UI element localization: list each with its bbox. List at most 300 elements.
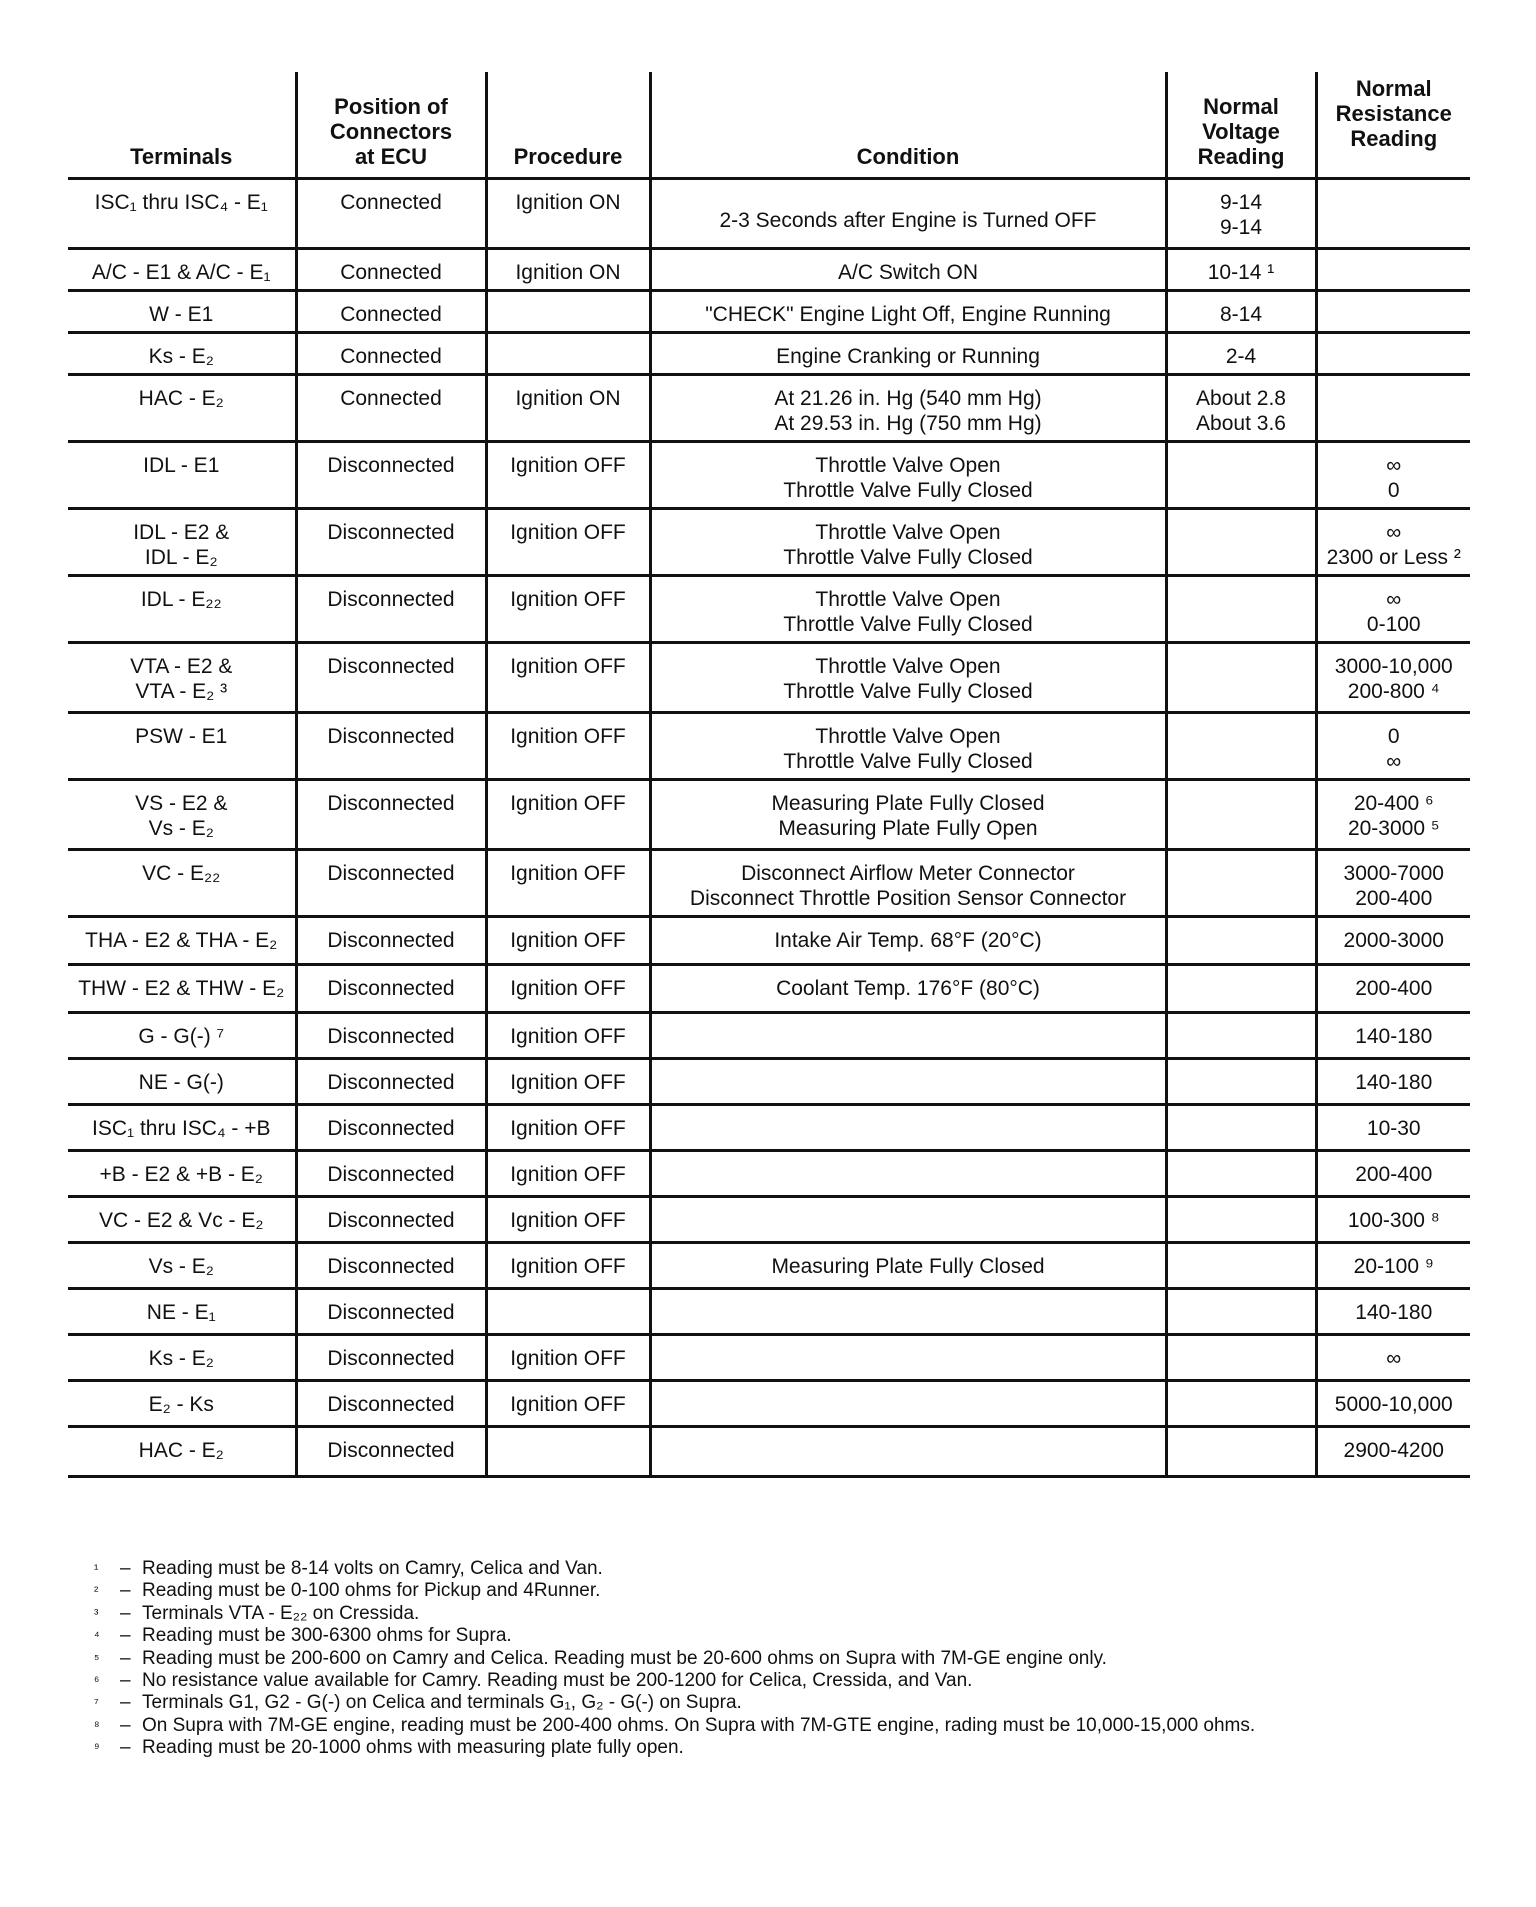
resistance-line: ∞ [1386, 454, 1402, 477]
cell-resistance [1316, 643, 1470, 713]
cell-terminals [68, 643, 296, 713]
condition-line: 2-3 Seconds after Engine is Turned OFF [719, 209, 1097, 232]
condition-line: Measuring Plate Fully Closed [771, 792, 1045, 815]
resistance-line: 140-180 [1355, 1071, 1433, 1094]
footnote-text: Reading must be 8-14 volts on Camry, Celica and Van. [142, 1558, 603, 1579]
condition-line: Coolant Temp. 176°F (80°C) [776, 977, 1040, 1000]
table-row [68, 442, 1470, 509]
cell-terminals [68, 965, 296, 1013]
procedure-value: Ignition ON [515, 387, 621, 410]
procedure-value: Ignition ON [515, 261, 621, 284]
cell-procedure [486, 1427, 650, 1477]
position-value: Disconnected [327, 1255, 455, 1278]
cell-voltage [1166, 333, 1316, 375]
cell-resistance [1316, 1289, 1470, 1335]
cell-position [296, 1289, 486, 1335]
procedure-value: Ignition OFF [510, 862, 626, 885]
cell-terminals [68, 1197, 296, 1243]
condition-line: Throttle Valve Fully Closed [783, 680, 1033, 703]
cell-procedure [486, 965, 650, 1013]
cell-procedure [486, 1289, 650, 1335]
cell-terminals [68, 850, 296, 917]
cell-voltage [1166, 576, 1316, 643]
footnote-mark: ⁴ [94, 1628, 100, 1644]
resistance-line: ∞ [1386, 521, 1402, 544]
condition-line: Throttle Valve Open [815, 588, 1001, 611]
footnote-mark: ⁹ [94, 1740, 100, 1756]
position-value: Disconnected [327, 1347, 455, 1370]
resistance-line: 200-400 [1355, 887, 1433, 910]
resistance-line: 100-300 ⁸ [1347, 1209, 1440, 1232]
footnote-mark: ² [94, 1583, 99, 1599]
table-row [68, 1427, 1470, 1477]
table-row [68, 1381, 1470, 1427]
cell-condition [650, 1243, 1166, 1289]
cell-position [296, 291, 486, 333]
cell-voltage [1166, 1427, 1316, 1477]
cell-terminals [68, 713, 296, 780]
terminals-line: E₂ - Ks [148, 1393, 214, 1416]
cell-terminals [68, 375, 296, 442]
cell-condition [650, 509, 1166, 576]
voltage-line: About 3.6 [1196, 412, 1286, 435]
cell-procedure [486, 1105, 650, 1151]
condition-line: "CHECK" Engine Light Off, Engine Running [705, 303, 1111, 326]
ecu-terminal-spec-table [68, 72, 1470, 1478]
procedure-value: Ignition OFF [510, 1071, 626, 1094]
condition-line: Throttle Valve Fully Closed [783, 546, 1033, 569]
footnote-mark: ⁶ [94, 1673, 100, 1689]
header-procedure: Procedure [486, 72, 650, 179]
table-row [68, 713, 1470, 780]
cell-procedure [486, 442, 650, 509]
cell-position [296, 1105, 486, 1151]
position-value: Disconnected [327, 521, 455, 544]
condition-line [656, 190, 1161, 208]
cell-resistance [1316, 965, 1470, 1013]
footnote-text: On Supra with 7M-GE engine, reading must be 200-400 ohms. On Supra with 7M-GTE engine, rading must be 10,000-15,000 ohms. [142, 1714, 1256, 1736]
cell-condition [650, 1427, 1166, 1477]
condition-line: Disconnect Airflow Meter Connector [741, 862, 1075, 885]
table-row [68, 509, 1470, 576]
cell-procedure [486, 509, 650, 576]
cell-condition [650, 333, 1166, 375]
cell-condition [650, 850, 1166, 917]
footnote-mark: ⁸ [94, 1717, 100, 1733]
table-row [68, 179, 1470, 249]
footnote-text: Terminals G1, G2 - G(-) on Celica and terminals G₁, G₂ - G(-) on Supra. [142, 1692, 742, 1714]
spec-table-wrapper [68, 72, 1470, 1478]
footnote: ⁹ – Reading must be 20-1000 ohms with measuring plate fully open. [94, 1737, 684, 1759]
cell-terminals [68, 576, 296, 643]
cell-terminals [68, 917, 296, 965]
footnote: ⁵ – Reading must be 200-600 on Camry and Celica. Reading must be 20-600 ohms on Supra with 7M-GE engine only. [94, 1647, 1107, 1669]
cell-terminals [68, 442, 296, 509]
table-row [68, 333, 1470, 375]
cell-terminals [68, 291, 296, 333]
cell-resistance [1316, 291, 1470, 333]
resistance-line: 20-100 ⁹ [1353, 1255, 1434, 1278]
cell-position [296, 1381, 486, 1427]
cell-terminals [68, 1427, 296, 1477]
cell-position [296, 1243, 486, 1289]
terminals-line: NE - G(-) [138, 1071, 224, 1094]
procedure-value: Ignition OFF [510, 588, 626, 611]
terminals-line: IDL - E₂₂ [140, 588, 222, 611]
resistance-line: 2900-4200 [1343, 1439, 1444, 1462]
cell-procedure [486, 1013, 650, 1059]
cell-voltage [1166, 780, 1316, 850]
position-value: Disconnected [327, 1393, 455, 1416]
cell-voltage [1166, 643, 1316, 713]
voltage-line: 10-14 ¹ [1207, 261, 1275, 284]
cell-terminals [68, 249, 296, 291]
cell-terminals [68, 1243, 296, 1289]
table-row [68, 1243, 1470, 1289]
cell-procedure [486, 643, 650, 713]
procedure-value: Ignition OFF [510, 792, 626, 815]
resistance-line: 20-3000 ⁵ [1347, 817, 1440, 840]
terminals-line: Ks - E₂ [148, 345, 214, 368]
condition-line: Engine Cranking or Running [776, 345, 1040, 368]
footnote-text: Reading must be 200-600 on Camry and Celica. Reading must be 20-600 ohms on Supra with 7M-GE engine only. [142, 1647, 1107, 1669]
cell-voltage [1166, 917, 1316, 965]
condition-line: Intake Air Temp. 68°F (20°C) [774, 929, 1042, 952]
procedure-value: Ignition OFF [510, 1163, 626, 1186]
cell-voltage [1166, 179, 1316, 249]
cell-condition [650, 917, 1166, 965]
position-value: Disconnected [327, 862, 455, 885]
cell-voltage [1166, 291, 1316, 333]
cell-condition [650, 179, 1166, 249]
procedure-value: Ignition OFF [510, 1209, 626, 1232]
terminals-line: VS - E2 & [135, 792, 228, 815]
cell-resistance [1316, 375, 1470, 442]
table-row [68, 850, 1470, 917]
cell-procedure [486, 917, 650, 965]
table-row [68, 1105, 1470, 1151]
procedure-value: Ignition ON [515, 191, 621, 214]
cell-position [296, 509, 486, 576]
cell-resistance [1316, 917, 1470, 965]
cell-position [296, 576, 486, 643]
cell-voltage [1166, 1105, 1316, 1151]
terminals-line: IDL - E2 & [133, 521, 230, 544]
cell-terminals [68, 1151, 296, 1197]
position-value: Disconnected [327, 725, 455, 748]
cell-terminals [68, 1013, 296, 1059]
cell-terminals [68, 509, 296, 576]
cell-resistance [1316, 1151, 1470, 1197]
cell-terminals [68, 1059, 296, 1105]
cell-position [296, 780, 486, 850]
resistance-line: 140-180 [1355, 1301, 1433, 1324]
terminals-line: HAC - E₂ [138, 387, 224, 410]
procedure-value: Ignition OFF [510, 977, 626, 1000]
cell-procedure [486, 179, 650, 249]
footnote-text: No resistance value available for Camry. Reading must be 200-1200 for Celica, Cressida, and Van. [142, 1670, 973, 1692]
cell-condition [650, 1151, 1166, 1197]
cell-position [296, 850, 486, 917]
cell-position [296, 333, 486, 375]
resistance-line: 200-400 [1355, 1163, 1433, 1186]
cell-terminals [68, 780, 296, 850]
cell-voltage [1166, 965, 1316, 1013]
cell-procedure [486, 1381, 650, 1427]
cell-position [296, 1013, 486, 1059]
procedure-value: Ignition OFF [510, 1393, 626, 1416]
table-row [68, 643, 1470, 713]
terminals-line: VTA - E₂ ³ [135, 680, 228, 703]
cell-resistance [1316, 1335, 1470, 1381]
terminals-line: G - G(-) ⁷ [138, 1025, 225, 1048]
cell-condition [650, 1289, 1166, 1335]
cell-terminals [68, 1335, 296, 1381]
footnotes [94, 1558, 1494, 1760]
cell-voltage [1166, 1151, 1316, 1197]
cell-terminals [68, 179, 296, 249]
table-row [68, 1197, 1470, 1243]
resistance-line: 0-100 [1366, 613, 1421, 636]
cell-voltage [1166, 1059, 1316, 1105]
cell-position [296, 1059, 486, 1105]
terminals-line: ISC₁ thru ISC₄ - +B [92, 1117, 271, 1140]
footnote-text: Reading must be 0-100 ohms for Pickup and 4Runner. [142, 1580, 601, 1602]
cell-position [296, 713, 486, 780]
cell-procedure [486, 333, 650, 375]
resistance-line: ∞ [1386, 1347, 1402, 1370]
footnote-text: Reading must be 20-1000 ohms with measuring plate fully open. [142, 1737, 684, 1759]
resistance-line: 0 [1387, 479, 1400, 502]
table-row [68, 291, 1470, 333]
terminals-line: ISC₁ thru ISC₄ - E₁ [94, 191, 268, 214]
condition-line: At 21.26 in. Hg (540 mm Hg) [774, 387, 1042, 410]
cell-condition [650, 713, 1166, 780]
procedure-value: Ignition OFF [510, 454, 626, 477]
condition-line: At 29.53 in. Hg (750 mm Hg) [774, 412, 1042, 435]
position-value: Connected [340, 191, 442, 214]
cell-condition [650, 576, 1166, 643]
cell-resistance [1316, 509, 1470, 576]
cell-resistance [1316, 1381, 1470, 1427]
resistance-line: 200-800 ⁴ [1347, 680, 1440, 703]
cell-procedure [486, 375, 650, 442]
table-row [68, 249, 1470, 291]
condition-line: Throttle Valve Fully Closed [783, 750, 1033, 773]
cell-procedure [486, 1197, 650, 1243]
terminals-line: IDL - E1 [143, 454, 220, 477]
table-row [68, 1335, 1470, 1381]
condition-line: Throttle Valve Open [815, 655, 1001, 678]
voltage-line: 9-14 [1219, 191, 1263, 214]
cell-condition [650, 1013, 1166, 1059]
condition-line: Throttle Valve Fully Closed [783, 479, 1033, 502]
header-terminals: Terminals [68, 72, 296, 179]
cell-position [296, 1427, 486, 1477]
table-row [68, 917, 1470, 965]
position-value: Disconnected [327, 454, 455, 477]
cell-voltage [1166, 850, 1316, 917]
terminals-line: NE - E₁ [146, 1301, 216, 1324]
cell-position [296, 643, 486, 713]
terminals-line: VC - E2 & Vc - E₂ [98, 1209, 264, 1232]
cell-resistance [1316, 333, 1470, 375]
terminals-line: VTA - E2 & [130, 655, 233, 678]
terminals-line: PSW - E1 [135, 725, 228, 748]
footnote: ² – Reading must be 0-100 ohms for Pickup and 4Runner. [94, 1580, 601, 1602]
condition-line: Measuring Plate Fully Open [778, 817, 1038, 840]
resistance-line: 200-400 [1355, 977, 1433, 1000]
condition-line: Disconnect Throttle Position Sensor Connector [689, 887, 1127, 910]
header-voltage: Normal Voltage Reading [1166, 72, 1316, 179]
cell-voltage [1166, 1335, 1316, 1381]
footnote: ⁴ – Reading must be 300-6300 ohms for Supra. [94, 1625, 512, 1647]
cell-resistance [1316, 1243, 1470, 1289]
condition-line: Throttle Valve Open [815, 521, 1001, 544]
procedure-value: Ignition OFF [510, 929, 626, 952]
cell-voltage [1166, 509, 1316, 576]
cell-position [296, 965, 486, 1013]
position-value: Disconnected [327, 1071, 455, 1094]
cell-terminals [68, 333, 296, 375]
cell-resistance [1316, 713, 1470, 780]
resistance-line: 20-400 ⁶ [1353, 792, 1434, 815]
position-value: Connected [340, 345, 442, 368]
position-value: Connected [340, 303, 442, 326]
cell-procedure [486, 1059, 650, 1105]
cell-position [296, 1197, 486, 1243]
cell-resistance [1316, 1197, 1470, 1243]
resistance-line: 5000-10,000 [1334, 1393, 1453, 1416]
resistance-line: ∞ [1386, 588, 1402, 611]
cell-resistance [1316, 1013, 1470, 1059]
resistance-line: ∞ [1386, 750, 1402, 773]
table-row [68, 965, 1470, 1013]
footnote: ⁸ – On Supra with 7M-GE engine, reading must be 200-400 ohms. On Supra with 7M-GTE engine, rading must be 10,000-15,000 ohms. [94, 1714, 1256, 1736]
terminals-line: Vs - E₂ [148, 1255, 214, 1278]
condition-line: Measuring Plate Fully Closed [771, 1255, 1045, 1278]
resistance-line: 10-30 [1366, 1117, 1421, 1140]
table-row [68, 1013, 1470, 1059]
cell-terminals [68, 1381, 296, 1427]
terminals-line: IDL - E₂ [144, 546, 218, 569]
position-value: Disconnected [327, 1117, 455, 1140]
position-value: Disconnected [327, 929, 455, 952]
cell-terminals [68, 1105, 296, 1151]
cell-condition [650, 1059, 1166, 1105]
cell-condition [650, 965, 1166, 1013]
voltage-line: 2-4 [1225, 345, 1257, 368]
procedure-value: Ignition OFF [510, 1025, 626, 1048]
position-value: Disconnected [327, 1439, 455, 1462]
footnote-text: Reading must be 300-6300 ohms for Supra. [142, 1625, 512, 1647]
condition-line: Throttle Valve Open [815, 454, 1001, 477]
footnote: ⁷ – Terminals G1, G2 - G(-) on Celica and terminals G₁, G₂ - G(-) on Supra. [94, 1692, 742, 1714]
position-value: Disconnected [327, 655, 455, 678]
procedure-value: Ignition OFF [510, 1347, 626, 1370]
footnote-mark: ³ [94, 1605, 99, 1621]
footnote-text: Terminals VTA - E₂₂ on Cressida. [142, 1602, 420, 1624]
cell-condition [650, 375, 1166, 442]
cell-procedure [486, 1151, 650, 1197]
cell-resistance [1316, 1427, 1470, 1477]
cell-procedure [486, 249, 650, 291]
position-value: Disconnected [327, 977, 455, 1000]
cell-voltage [1166, 1013, 1316, 1059]
footnote: ¹ – Reading must be 8-14 volts on Camry, Celica and Van. [94, 1558, 603, 1579]
cell-position [296, 179, 486, 249]
cell-voltage [1166, 1243, 1316, 1289]
table-row [68, 1151, 1470, 1197]
resistance-line: 140-180 [1355, 1025, 1433, 1048]
position-value: Disconnected [327, 1209, 455, 1232]
terminals-line: A/C - E1 & A/C - E₁ [91, 261, 271, 284]
header-row [68, 72, 1470, 179]
resistance-line: 2000-3000 [1343, 929, 1444, 952]
cell-resistance [1316, 1105, 1470, 1151]
resistance-line: 3000-7000 [1343, 862, 1444, 885]
header-resistance: Normal Resistance Reading [1316, 72, 1470, 179]
cell-resistance [1316, 780, 1470, 850]
footnote: ⁶ – No resistance value available for Camry. Reading must be 200-1200 for Celica, Cressida, and Van. [94, 1670, 973, 1692]
cell-procedure [486, 576, 650, 643]
cell-resistance [1316, 576, 1470, 643]
position-value: Disconnected [327, 1163, 455, 1186]
resistance-line: 0 [1387, 725, 1400, 748]
position-value: Connected [340, 261, 442, 284]
cell-condition [650, 249, 1166, 291]
position-value: Connected [340, 387, 442, 410]
cell-procedure [486, 1335, 650, 1381]
table-row [68, 780, 1470, 850]
terminals-line: +B - E2 & +B - E₂ [99, 1163, 263, 1186]
table-row [68, 375, 1470, 442]
cell-voltage [1166, 442, 1316, 509]
cell-voltage [1166, 249, 1316, 291]
resistance-line: 2300 or Less ² [1326, 546, 1461, 569]
terminals-line: W - E1 [149, 303, 214, 326]
cell-procedure [486, 780, 650, 850]
cell-position [296, 917, 486, 965]
table-row [68, 1059, 1470, 1105]
position-value: Disconnected [327, 792, 455, 815]
cell-resistance [1316, 249, 1470, 291]
cell-procedure [486, 291, 650, 333]
cell-condition [650, 1381, 1166, 1427]
voltage-line: About 2.8 [1196, 387, 1286, 410]
condition-line: A/C Switch ON [837, 261, 979, 284]
cell-condition [650, 1197, 1166, 1243]
cell-voltage [1166, 1197, 1316, 1243]
cell-resistance [1316, 442, 1470, 509]
cell-condition [650, 1335, 1166, 1381]
voltage-line: 9-14 [1219, 216, 1263, 239]
cell-procedure [486, 713, 650, 780]
cell-position [296, 249, 486, 291]
footnote: ³ – Terminals VTA - E₂₂ on Cressida. [94, 1602, 420, 1624]
resistance-line: 3000-10,000 [1334, 655, 1453, 678]
cell-resistance [1316, 1059, 1470, 1105]
cell-position [296, 1151, 486, 1197]
cell-position [296, 375, 486, 442]
cell-voltage [1166, 1381, 1316, 1427]
table-row [68, 1289, 1470, 1335]
cell-terminals [68, 1289, 296, 1335]
cell-condition [650, 291, 1166, 333]
condition-line: Throttle Valve Open [815, 725, 1001, 748]
cell-resistance [1316, 179, 1470, 249]
voltage-line: 8-14 [1219, 303, 1263, 326]
